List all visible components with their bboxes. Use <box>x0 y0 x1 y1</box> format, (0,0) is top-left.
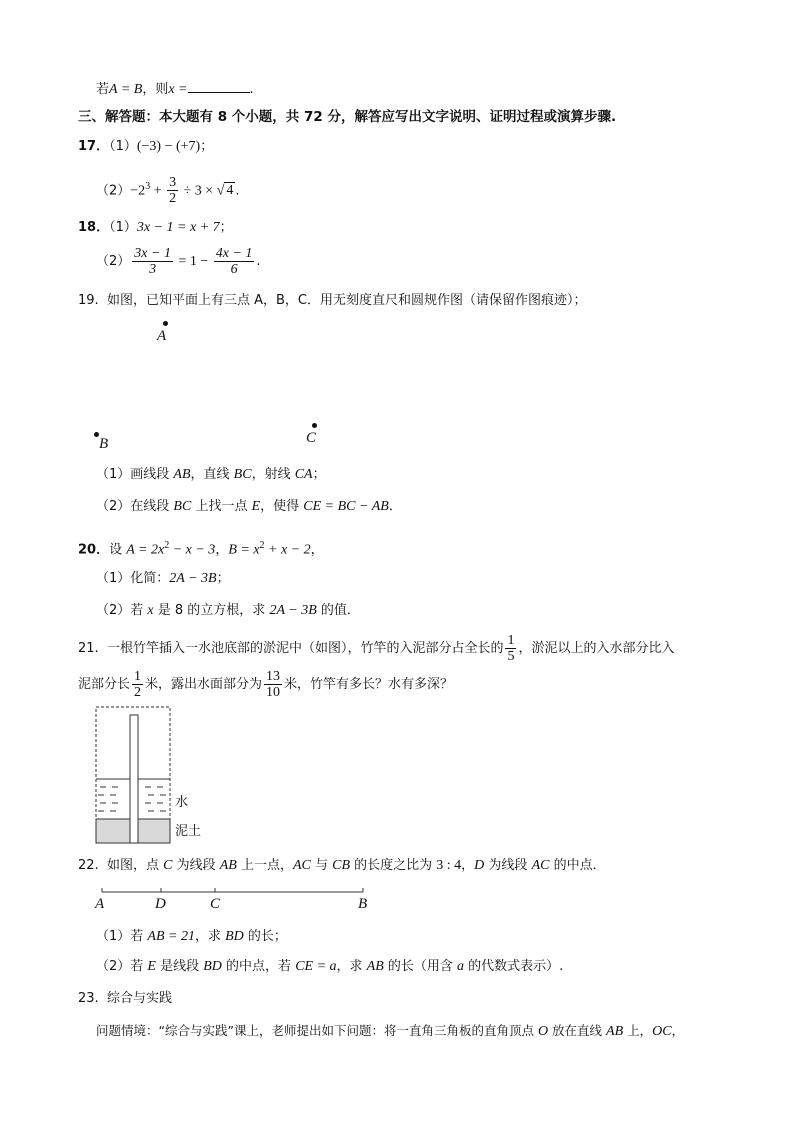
question-21-line-2 <box>78 668 453 702</box>
text: 为线段 <box>484 858 532 873</box>
fill-blank-line <box>96 79 254 99</box>
math: + <box>150 183 166 199</box>
text: ； <box>200 139 214 154</box>
fraction <box>167 175 178 206</box>
part-label: （1） <box>96 467 131 482</box>
text: ； <box>216 571 230 586</box>
question-number: 17． <box>78 139 110 154</box>
fraction <box>132 669 143 700</box>
fraction <box>264 669 282 700</box>
math: CE = BC − AB <box>303 499 389 514</box>
math: OC <box>652 1024 672 1039</box>
segment-diagram <box>95 884 375 900</box>
text: 若 <box>130 603 148 618</box>
text: ， <box>671 1023 685 1038</box>
fraction <box>505 633 516 664</box>
question-20-part-2 <box>96 602 360 620</box>
math: ÷ 3 × <box>180 183 217 199</box>
numerator: 1 <box>507 633 515 648</box>
question-title: 综合与实践 <box>106 991 172 1006</box>
question-19 <box>78 292 586 310</box>
math: a <box>457 959 465 974</box>
part-label: （2） <box>96 254 131 269</box>
text: 的长； <box>243 929 287 944</box>
text: ． <box>388 499 402 514</box>
question-19-part-2 <box>96 498 402 516</box>
part-label: （2） <box>96 603 131 618</box>
text: 若 <box>130 959 148 974</box>
question-text: 米，露出水面部分为 <box>145 677 263 692</box>
math: − x − 3 <box>169 542 216 558</box>
question-20-part-1 <box>96 570 230 588</box>
text: 若 <box>96 82 110 97</box>
text: ，求 <box>336 959 367 974</box>
text: 如图，点 <box>106 858 164 873</box>
text: ， <box>215 542 229 558</box>
exponent: 2 <box>164 540 170 551</box>
text: ，则 <box>142 82 169 97</box>
text: 上， <box>623 1023 653 1038</box>
math: BC <box>173 499 192 514</box>
text: ，直线 <box>190 467 234 482</box>
part-label: （1） <box>109 220 137 235</box>
question-23 <box>78 990 172 1008</box>
text: . <box>249 82 254 97</box>
text: ； <box>219 220 233 235</box>
text: 的长（用含 <box>383 959 458 974</box>
fraction <box>214 246 255 277</box>
math: A = B <box>109 82 143 97</box>
text: ， <box>461 858 475 873</box>
point-b-label: B <box>358 896 368 912</box>
math: 2A − 3B <box>269 603 317 618</box>
text: ； <box>312 467 326 482</box>
math: B = x <box>228 542 260 558</box>
text: 放在直线 <box>548 1023 607 1038</box>
denominator: 2 <box>169 191 177 207</box>
text: . <box>235 183 240 199</box>
question-23-context <box>96 1022 684 1041</box>
math: 2A − 3B <box>169 571 217 586</box>
question-20 <box>78 537 324 559</box>
math: + x − 2 <box>264 542 311 558</box>
question-text: 一根竹竿插入一水池底部的淤泥中（如图），竹竿的入泥部分占全长的 <box>106 641 504 656</box>
question-17-part-2 <box>96 170 240 208</box>
text: ，求 <box>194 929 226 944</box>
math: (−3) − (+7) <box>136 139 201 154</box>
math: O <box>537 1024 549 1039</box>
question-text: ，淤泥以上的入水部分比入 <box>518 641 675 656</box>
math: AB = 21 <box>147 929 195 944</box>
math: AB <box>173 467 191 482</box>
question-number: 18． <box>78 220 110 235</box>
question-number: 23. <box>78 991 99 1006</box>
fraction <box>132 246 173 277</box>
text: 设 <box>109 542 127 558</box>
math: 3x − 1 = x + 7 <box>136 220 220 235</box>
section-title: 三、解答题：本大题有 8 个小题，共 72 分，解答应写出文字说明、证明过程或演算步骤. <box>78 109 617 125</box>
text: 是线段 <box>155 959 204 974</box>
text: 的中点，若 <box>221 959 296 974</box>
question-19-part-1 <box>96 466 326 484</box>
math: AC <box>292 858 311 873</box>
point-a-label: A <box>95 896 105 912</box>
question-22 <box>78 857 606 875</box>
text: 若 <box>130 929 148 944</box>
point-c-label: C <box>306 430 317 446</box>
denominator: 3 <box>149 262 157 277</box>
math: C <box>163 858 173 873</box>
point-d-label: D <box>155 896 166 912</box>
text: 上找一点 <box>191 499 252 514</box>
math: A = 2x <box>126 542 165 558</box>
text: 画线段 <box>130 467 174 482</box>
math: x <box>147 603 154 618</box>
sqrt-symbol: √ <box>216 183 225 199</box>
text: 的代数式表示）. <box>464 959 564 974</box>
math: D <box>474 858 485 873</box>
numerator: 3 <box>169 175 177 191</box>
math: 3 : 4 <box>436 858 462 873</box>
denominator: 6 <box>230 262 238 277</box>
part-label: （2） <box>96 499 131 514</box>
question-number: 22. <box>78 858 99 873</box>
text: ，使得 <box>260 499 304 514</box>
question-18-part-2 <box>96 245 261 279</box>
question-number: 20． <box>78 542 110 558</box>
math: x = <box>168 82 188 97</box>
question-22-part-2 <box>96 958 563 976</box>
math: E <box>251 499 261 514</box>
question-text: 米，竹竿有多长？水有多深？ <box>284 677 454 692</box>
text: 的长度之比为 <box>350 858 437 873</box>
text: ，射线 <box>251 467 295 482</box>
radicand: 4 <box>226 183 234 199</box>
math: CE = a <box>295 959 337 974</box>
answer-blank[interactable] <box>188 79 250 93</box>
math: BD <box>225 929 244 944</box>
numerator: 3x − 1 <box>134 246 171 261</box>
question-number: 21. <box>78 641 99 656</box>
point-a-dot <box>163 321 168 326</box>
part-label: （1） <box>109 139 137 154</box>
question-number: 19. <box>78 293 99 308</box>
water-label: 水 <box>175 795 189 810</box>
part-label: （1） <box>96 571 131 586</box>
text: 问题情境：“综合与实践”课上，老师提出如下问题：将一直角三角板的直角顶点 <box>96 1023 538 1038</box>
denominator: 5 <box>507 649 515 664</box>
denominator: 10 <box>266 685 281 700</box>
math: −2 <box>130 183 146 199</box>
question-21-line-1 <box>78 632 674 666</box>
math: E <box>147 959 156 974</box>
question-17 <box>78 138 213 156</box>
text: 上一点， <box>236 858 293 873</box>
text: 在线段 <box>130 499 174 514</box>
part-label: （2） <box>96 183 131 199</box>
text: 为线段 <box>172 858 220 873</box>
exponent: 2 <box>259 540 265 551</box>
math: AB <box>366 959 384 974</box>
math: BC <box>233 467 252 482</box>
math: = 1 − <box>174 254 212 269</box>
question-text: 如图，已知平面上有三点 A，B，C．用无刻度直尺和圆规作图（请保留作图痕迹）； <box>106 293 587 308</box>
text: . <box>256 254 261 269</box>
point-a-label: A <box>157 328 167 344</box>
text: 的中点． <box>549 858 606 873</box>
point-c-label: C <box>210 896 221 912</box>
denominator: 2 <box>134 685 142 700</box>
part-label: （1） <box>96 929 131 944</box>
part-label: （2） <box>96 959 131 974</box>
numerator: 13 <box>266 669 281 684</box>
math: CA <box>294 467 313 482</box>
numerator: 1 <box>134 669 142 684</box>
point-c-dot <box>312 423 317 428</box>
math: CB <box>332 858 350 873</box>
bamboo-pole <box>130 715 138 843</box>
numerator: 4x − 1 <box>215 246 253 261</box>
text: ， <box>310 542 324 558</box>
text: 的值． <box>316 603 360 618</box>
question-22-part-1 <box>96 928 287 946</box>
point-b-label: B <box>99 436 109 452</box>
question-text: 泥部分长 <box>78 677 131 692</box>
text: 化简： <box>130 571 170 586</box>
mud-label: 泥土 <box>175 824 202 839</box>
text: 是 8 的立方根，求 <box>153 603 270 618</box>
math: BD <box>203 959 222 974</box>
math: AB <box>219 858 237 873</box>
math: AB <box>606 1024 624 1039</box>
exponent: 3 <box>145 181 151 192</box>
math: AC <box>531 858 550 873</box>
question-18 <box>78 219 233 237</box>
text: 与 <box>310 858 333 873</box>
